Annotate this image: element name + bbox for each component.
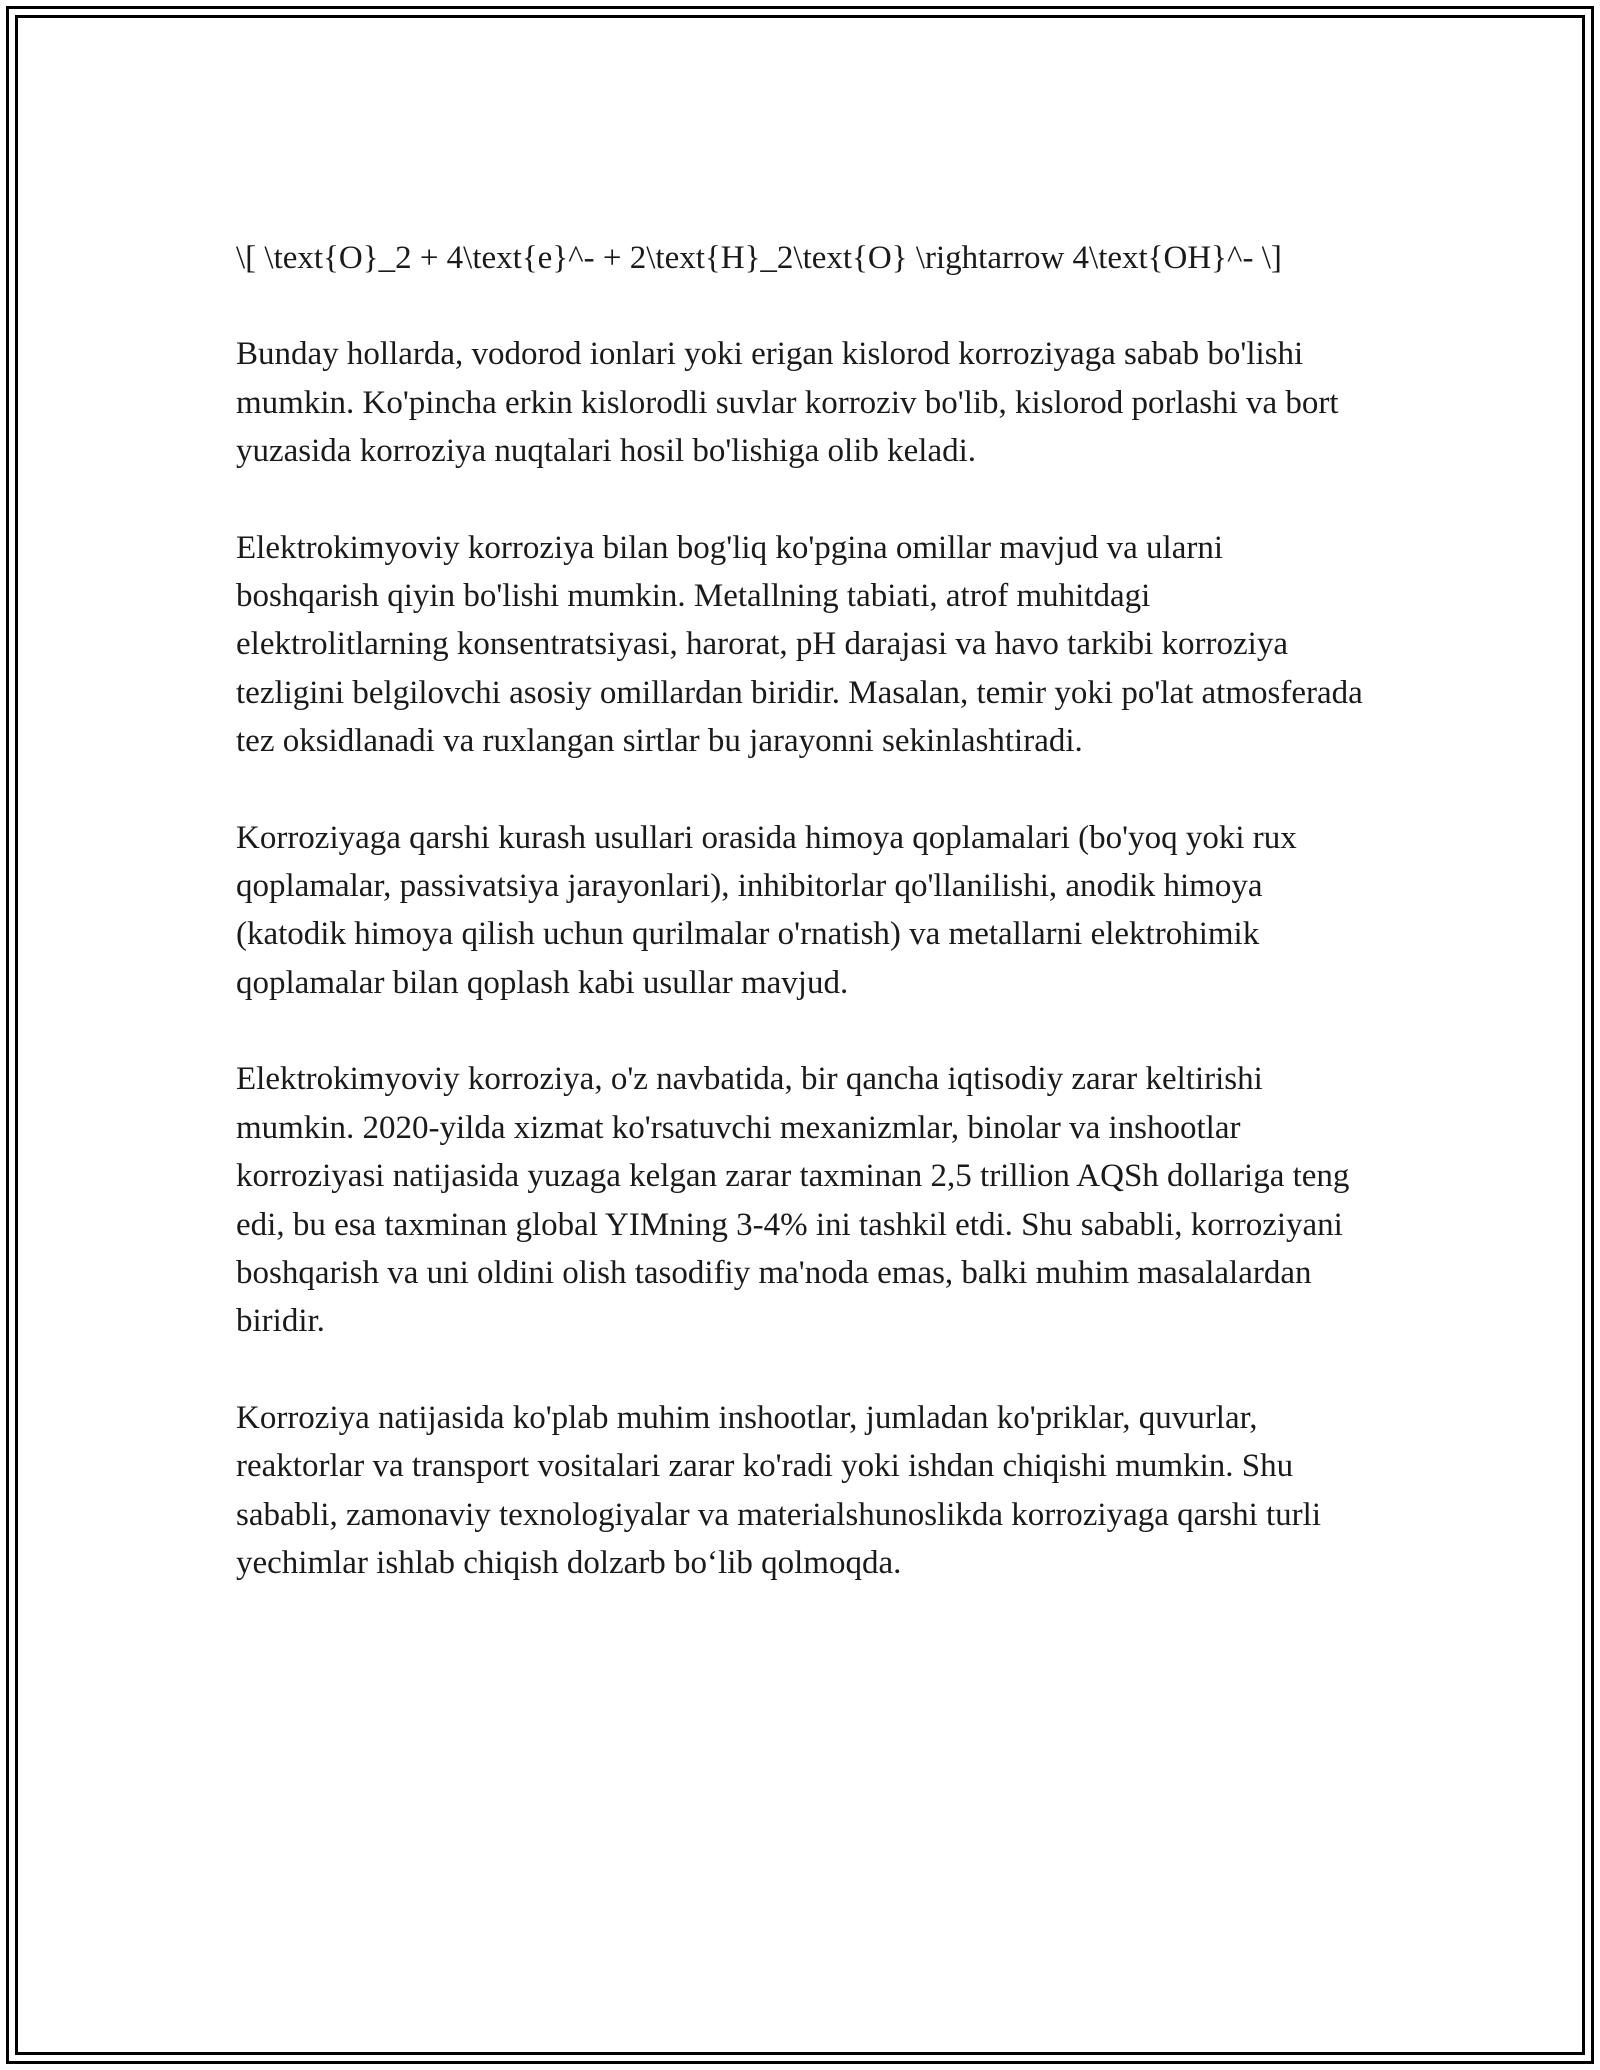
equation-text: \[ \text{O}_2 + 4\text{e}^- + 2\text{H}_2\text{O} \rightarrow 4\text{OH}^- \] — [236, 240, 1282, 276]
paragraph-infrastructure: Korroziya natijasida ko'plab muhim inshootlar, jumladan ko'priklar, quvurlar, reaktorlar va transport vositalari zarar ko'radi yoki ishdan chiqishi mumkin. Shu sababli, zamonaviy texnologiyalar va materialshunoslikda korroziyaga qarshi turli yechimlar ishlab chiqish dolzarb bo‘lib qolmoqda. — [236, 1399, 1322, 1581]
paragraph-corrosion-protection: Korroziyaga qarshi kurash usullari orasida himoya qoplamalari (bo'yoq yoki rux qoplamalar, passivatsiya jarayonlari), inhibitorlar qo'llanilishi, anodik himoya (katodik himoya qilish uchun qurilmalar o'rnatish) va metallarni elektrohimik qoplamalar bilan qoplash kabi usullar mavjud. — [236, 819, 1297, 1001]
paragraph-economic-damage: Elektrokimyoviy korroziya, o'z navbatida, bir qancha iqtisodiy zarar keltirishi mumkin. 2020-yilda xizmat ko'rsatuvchi mexanizmlar, binolar va inshootlar korroziyasi natijasida yuzaga kelgan zarar taxminan 2,5 trillion AQSh dollariga teng edi, bu esa taxminan global YIMning 3-4% ini tashkil etdi. Shu sababli, korroziyani boshqarish va uni oldini olish tasodifiy ma'noda emas, balki muhim masalalardan biridir. — [236, 1061, 1350, 1340]
paragraph-corrosion-causes: Bunday hollarda, vodorod ionlari yoki erigan kislorod korroziyaga sabab bo'lishi mumkin. Ko'pincha erkin kislorodli suvlar korroziv bo'lib, kislorod porlashi va bort yuzasida korroziya nuqtalari hosil bo'lishiga olib keladi. — [236, 336, 1339, 470]
document-body — [236, 234, 1366, 1635]
paragraph-corrosion-factors: Elektrokimyoviy korroziya bilan bog'liq ko'pgina omillar mavjud va ularni boshqarish qiyin bo'lishi mumkin. Metallning tabiati, atrof muhitdagi elektrolitlarning konsentratsiyasi, harorat, pH darajasi va havo tarkibi korroziya tezligini belgilovchi asosiy omillardan biridir. Masalan, temir yoki po'lat atmosferada tez oksidlanadi va ruxlangan sirtlar bu jarayonni sekinlashtiradi. — [236, 529, 1363, 760]
